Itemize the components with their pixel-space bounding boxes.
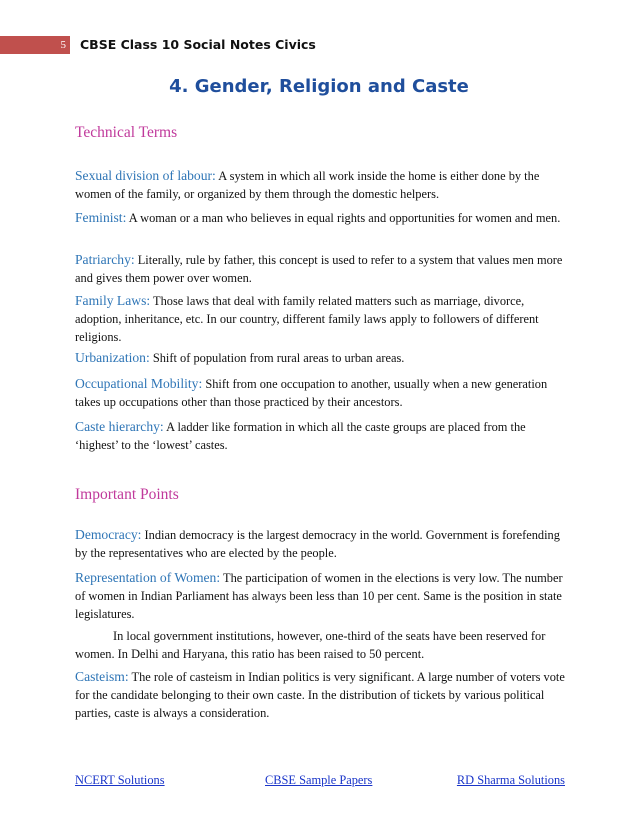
point-label: Democracy: [75,527,142,542]
term-definition: Literally, rule by father, this concept is used to refer to a system that values men more and gives them power over women. [75,253,563,285]
header-title: CBSE Class 10 Social Notes Civics [80,37,316,52]
term-definition: A ladder like formation in which all the caste groups are placed from the ‘highest’ to the ‘lowest’ castes. [75,420,526,452]
term-definition: Shift from one occupation to another, usually when a new generation takes up occupations other than those practiced by their ancestors. [75,377,548,409]
section-heading-important-points: Important Points [75,486,179,503]
term-patriarchy [75,251,565,287]
page-footer [75,773,565,793]
point-local-government [75,627,565,663]
rd-sharma-solutions-link[interactable]: RD Sharma Solutions [456,773,565,787]
term-definition: A woman or a man who believes in equal rights and opportunities for women and men. [126,211,561,225]
term-feminist [75,209,565,227]
term-definition: Those laws that deal with family related matters such as marriage, divorce, adoption, inheritance, etc. In our country, different family laws apply to followers of different religions. [75,294,539,344]
term-sexual-division-of-labour [75,167,565,203]
cbse-sample-papers-link[interactable]: CBSE Sample Papers [265,773,373,787]
point-democracy [75,526,565,562]
point-label: Casteism: [75,669,129,684]
term-urbanization [75,349,565,367]
page-header [0,36,638,56]
term-label: Caste hierarchy: [75,419,164,434]
page-number-badge: 5 [0,36,70,54]
point-text: The participation of women in the elections is very low. The number of women in Indian Parliament has always been less than 10 per cent. Same is the position in state legislatures. [75,571,563,621]
term-definition: A system in which all work inside the home is either done by the women of the family, or organized by them through the domestic helpers. [75,169,540,201]
term-label: Occupational Mobility: [75,376,203,391]
point-text: In local government institutions, however, one-third of the seats have been reserved for women. In Delhi and Haryana, this ratio has been raised to 50 percent. [75,629,546,661]
term-label: Family Laws: [75,293,151,308]
term-label: Patriarchy: [75,252,135,267]
term-occupational-mobility [75,375,565,411]
point-label: Representation of Women: [75,570,221,585]
term-label: Feminist: [75,210,127,225]
term-family-laws [75,292,565,346]
ncert-solutions-link[interactable]: NCERT Solutions [75,773,165,787]
term-label: Urbanization: [75,350,150,365]
point-representation-of-women [75,569,565,623]
point-text: Indian democracy is the largest democracy in the world. Government is forefending by the representatives who are elected by the people. [75,528,560,560]
term-label: Sexual division of labour: [75,168,216,183]
point-casteism [75,668,565,722]
term-definition: Shift of population from rural areas to urban areas. [149,351,405,365]
point-text: The role of casteism in Indian politics is very significant. A large number of voters vote for the candidate belonging to their own caste. In the distribution of tickets by various political parties, caste is always a consideration. [75,670,565,720]
term-caste-hierarchy [75,418,565,454]
chapter-title: 4. Gender, Religion and Caste [169,76,469,97]
section-heading-technical-terms: Technical Terms [75,124,178,141]
